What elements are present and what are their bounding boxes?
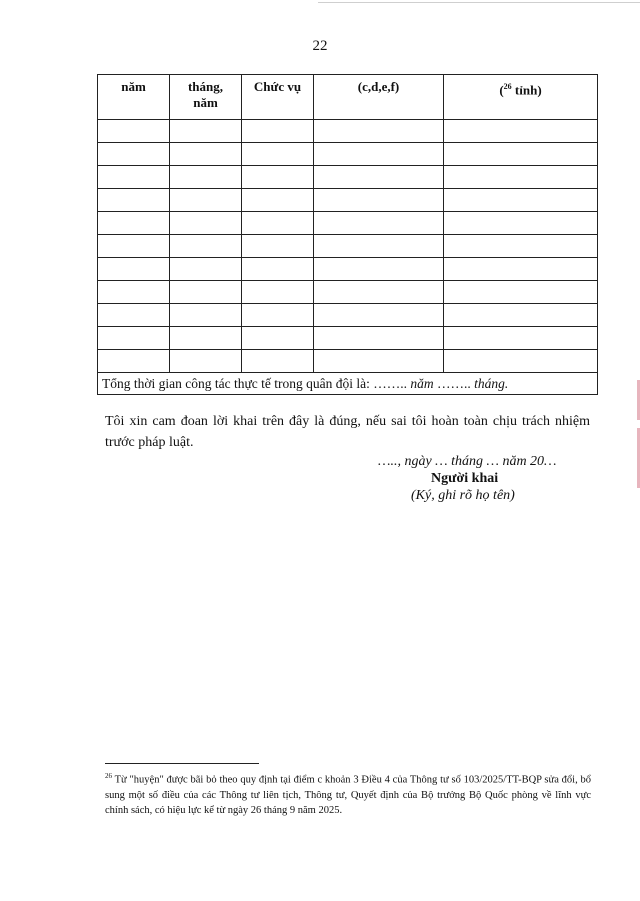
signature-date-line: ….., ngày … tháng … năm 20… xyxy=(378,454,557,469)
table-cell[interactable] xyxy=(170,120,242,143)
header-province: ($^{26}$ tỉnh) xyxy=(444,75,598,120)
table-cell[interactable] xyxy=(170,189,242,212)
table-cell[interactable] xyxy=(98,166,170,189)
table-cell[interactable] xyxy=(98,350,170,373)
table-cell[interactable] xyxy=(98,258,170,281)
table-cell[interactable] xyxy=(314,189,444,212)
table-cell[interactable] xyxy=(444,350,598,373)
table-cell[interactable] xyxy=(242,235,314,258)
table-row xyxy=(98,235,598,258)
table-cell[interactable] xyxy=(98,327,170,350)
signer-note: (Ký, ghi rõ họ tên) xyxy=(411,488,515,503)
table-cell[interactable] xyxy=(242,281,314,304)
page-number: 22 xyxy=(312,38,328,54)
table-cell[interactable] xyxy=(170,258,242,281)
table-cell[interactable] xyxy=(444,235,598,258)
table-cell[interactable] xyxy=(314,212,444,235)
header-month-year: tháng, năm xyxy=(170,75,242,120)
table-cell[interactable] xyxy=(314,235,444,258)
footnote-number: 26 xyxy=(105,772,112,780)
table-cell[interactable] xyxy=(314,143,444,166)
table-cell[interactable] xyxy=(170,143,242,166)
table-cell[interactable] xyxy=(98,212,170,235)
table-row xyxy=(98,143,598,166)
table-cell[interactable] xyxy=(98,281,170,304)
table-cell[interactable] xyxy=(314,327,444,350)
table-cell[interactable] xyxy=(98,189,170,212)
header-unit-level: (c,d,e,f) xyxy=(314,75,444,120)
footnote-text: Từ "huyện" được bãi bỏ theo quy định tại điểm c khoản 3 Điều 4 của Thông tư số 103/2025/TT-BQP sửa đổi, bổ sung một số điều của các Thông tư liên tịch, Thông tư, Quyết định của Bộ trưởng Bộ Quốc phòng về lĩnh vực chính sách, có hiệu lực kể từ ngày 26 tháng 9 năm 2025. xyxy=(105,774,591,816)
table-row xyxy=(98,189,598,212)
total-year-label: năm xyxy=(410,375,434,391)
table-cell[interactable] xyxy=(170,235,242,258)
total-month-label: tháng. xyxy=(474,375,509,391)
table-cell[interactable] xyxy=(242,304,314,327)
table-cell[interactable] xyxy=(314,120,444,143)
service-history-table xyxy=(97,74,598,395)
table-row xyxy=(98,212,598,235)
table-row xyxy=(98,281,598,304)
table-cell[interactable] xyxy=(444,166,598,189)
table-row xyxy=(98,327,598,350)
table-cell[interactable] xyxy=(242,166,314,189)
table-cell[interactable] xyxy=(170,350,242,373)
table-cell[interactable] xyxy=(242,350,314,373)
table-row xyxy=(98,304,598,327)
table-row xyxy=(98,350,598,373)
table-header-row xyxy=(98,75,598,120)
signer-title: Người khai xyxy=(431,471,499,486)
table-cell[interactable] xyxy=(170,281,242,304)
table-cell[interactable] xyxy=(242,143,314,166)
table-cell[interactable] xyxy=(314,304,444,327)
table-cell[interactable] xyxy=(314,350,444,373)
table-cell[interactable] xyxy=(444,189,598,212)
table-cell[interactable] xyxy=(98,143,170,166)
table-cell[interactable] xyxy=(444,143,598,166)
table-cell[interactable] xyxy=(314,258,444,281)
table-cell[interactable] xyxy=(170,166,242,189)
table-cell[interactable] xyxy=(444,281,598,304)
declaration-text: Tôi xin cam đoan lời khai trên đây là đúng, nếu sai tôi hoàn toàn chịu trách nhiệm trước pháp luật. xyxy=(105,414,590,450)
table-cell[interactable] xyxy=(444,258,598,281)
top-rule xyxy=(318,2,640,3)
table-cell[interactable] xyxy=(444,327,598,350)
table-cell[interactable] xyxy=(242,189,314,212)
footnote-ref: 26 xyxy=(503,82,512,91)
table-cell[interactable] xyxy=(170,327,242,350)
table-cell[interactable] xyxy=(314,281,444,304)
footnote-rule xyxy=(105,763,259,764)
table-cell[interactable] xyxy=(98,304,170,327)
table-cell[interactable] xyxy=(170,212,242,235)
table-cell[interactable] xyxy=(444,304,598,327)
header-year: năm xyxy=(98,75,170,120)
table-cell[interactable] xyxy=(242,120,314,143)
table-cell[interactable] xyxy=(242,212,314,235)
table-row xyxy=(98,166,598,189)
table-cell[interactable] xyxy=(98,235,170,258)
table-cell[interactable] xyxy=(242,258,314,281)
header-position: Chức vụ xyxy=(242,75,314,120)
table-cell[interactable] xyxy=(444,212,598,235)
table-cell[interactable] xyxy=(314,166,444,189)
total-row xyxy=(98,373,598,395)
table-cell[interactable] xyxy=(444,120,598,143)
table-cell[interactable] xyxy=(98,120,170,143)
table-cell[interactable] xyxy=(242,327,314,350)
table-cell[interactable] xyxy=(170,304,242,327)
total-service-time: Tổng thời gian công tác thực tế trong quân đội là: …….. năm …….. tháng. xyxy=(98,373,598,395)
table-row xyxy=(98,258,598,281)
footnote xyxy=(105,769,591,818)
table-row xyxy=(98,120,598,143)
